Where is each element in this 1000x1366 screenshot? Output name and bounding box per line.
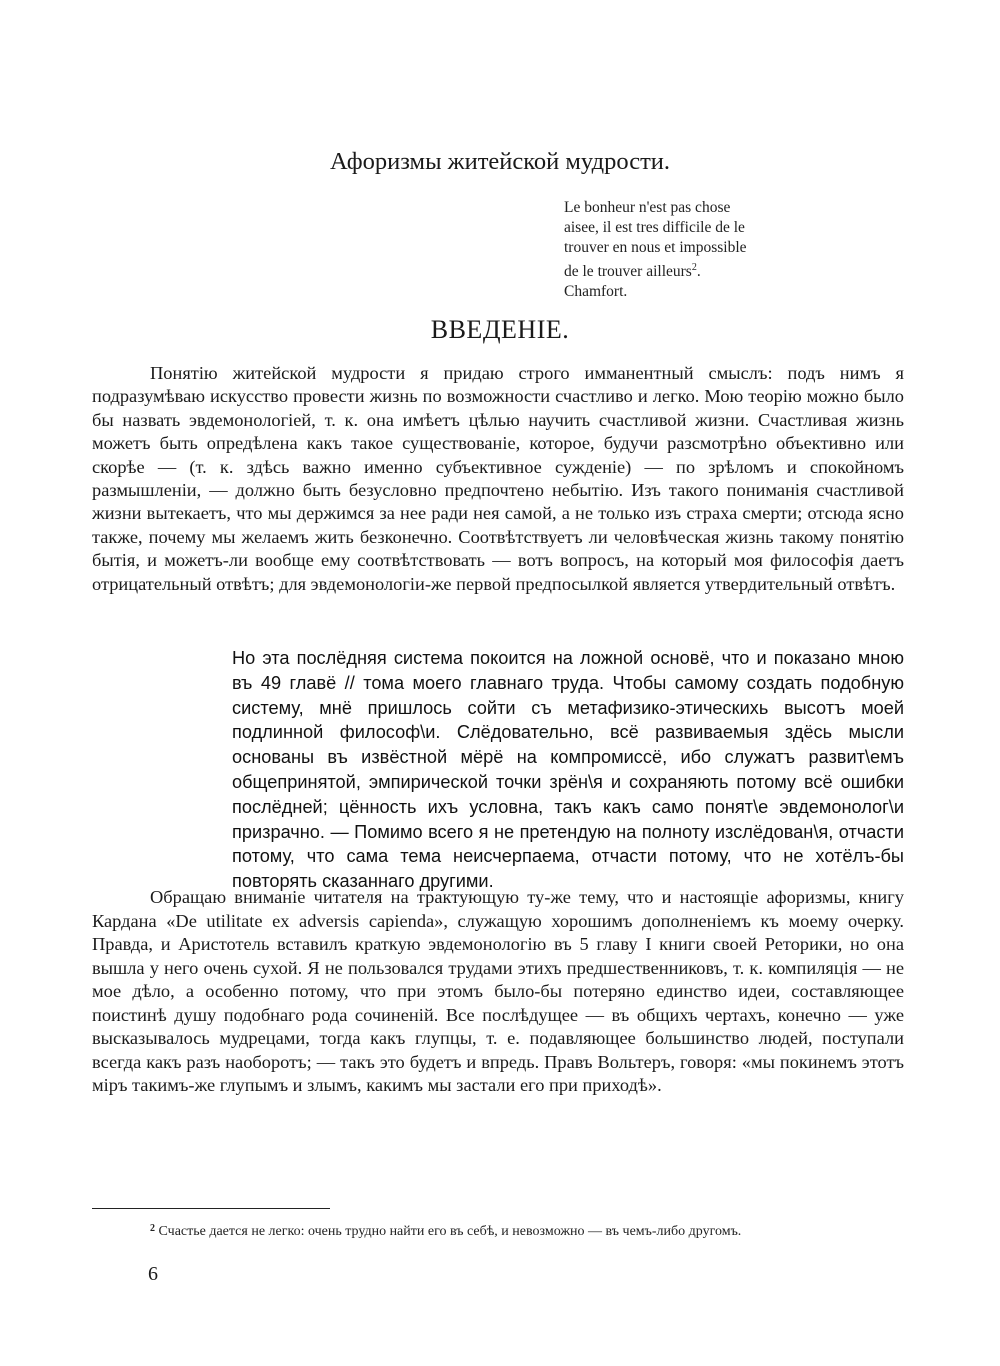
footnote-divider: [92, 1208, 330, 1209]
footnote-reference: 2: [691, 262, 697, 273]
intro-paragraph: Понятію житейской мудрости я придаю строго имманентный смыслъ: подъ нимъ я подразумѣваю искусство провести жизнь по возможности счастливо и легко. Мою теорію можно было бы назвать эвдемонологiей, т. к. она имѣетъ цѣлью научить счастливой жизни. Счастливая жизнь можетъ быть опредѣлена какъ такое существованіе, которое, будучи разсмотрѣно объективно или скорѣе — (т. к. здѣсь важно именно субъективное сужденіе) — по зрѣломъ и спокойномъ размышленіи, — должно быть безусловно предпочтено небытію. Изъ такого пониманія счастливой жизни вытекаетъ, что мы держимся за нее ради нея самой, а не только изъ страха смерти; отсюда ясно также, почему мы желаемъ жить безконечно. Соотвѣтствуетъ ли человѣческая жизнь такому понятію бытія, и можетъ-ли вообще ему соотвѣтствовать — вотъ вопросъ, на который моя философія даетъ отрицательный отвѣтъ; для эвдемонологіи-же первой предпосылкой является утвердительный отвѣтъ.: [92, 363, 904, 594]
epigraph: [564, 198, 804, 302]
indented-block: [232, 646, 904, 894]
indented-paragraph: Но эта послёдняя система покоится на ложной основё, что и показано мною въ 49 главё // тома моего главнаго труда. Чтобы самому создать подобную систему, мнё пришлось сойти съ метафизико-этическихь высотъ моей подлинной философ\и. Слёдовательно, всё развиваемыя здёсь мысли основаны въ извёстной мёрё на компромиссё, ибо служатъ развит\емъ общепринятой, эмпирической точки зрён\я и сохраняють потому всё ошибки послёдней; цённость ихъ условна, такъ какъ само понят\е эвдемонолог\и призрачно. — Помимо всего я не претендую на полноту изслёдован\я, отчасти потому, что сама тема неисчерпаема, отчасти потому, что не хотёлъ-бы повторять сказаннаго другими.: [232, 648, 904, 892]
footnote-marker: 2: [150, 1223, 155, 1234]
closing-text: [92, 886, 904, 1098]
epigraph-line-text: de le trouver ailleurs: [564, 263, 692, 281]
epigraph-line: trouver en nous et impossible: [564, 239, 747, 256]
footnote: [150, 1219, 910, 1242]
footnote-text: Счастье дается не легко: очень трудно найти его въ себѣ, и невозможно — въ чемъ-либо другомъ.: [158, 1224, 742, 1239]
epigraph-line: de le trouver ailleurs$^2$.: [564, 262, 701, 281]
chapter-title: Афоризмы житейской мудрости.: [329, 148, 671, 175]
intro-text: [92, 362, 904, 596]
page-number: 6: [148, 1263, 158, 1285]
closing-paragraph: Обращаю вниманіе читателя на трактующую ту-же тему, что и настоящіе афоризмы, книгу Кардана «De utilitate ex adversis capienda», служащую хорошимъ дополненіемъ къ моему очерку. Правда, и Аристотель вставилъ краткую эвдемонологію въ 5 главу I книги своей Реторики, но она вышла у него очень сухой. Я не пользовался трудами этихъ предшественниковъ, т. к. компиляція — не мое дѣло, а особенно потому, что при этомъ было-бы потеряно единство идеи, составляющее поистинѣ душу подобнаго рода сочиненій. Все послѣдущее — въ общихъ чертахъ, конечно — уже высказывалось мудрецами, тогда какъ глупцы, т. е. подавляющее большинство людей, поступали всегда какъ разъ наоборотъ; — такъ это будетъ и впредь. Правъ Вольтеръ, говоря: «мы покинемъ этотъ міръ такимъ-же глупымъ и злымъ, какимъ мы застали его при приходѣ».: [92, 887, 904, 1095]
epigraph-line: aisee, il est tres difficile de le: [564, 219, 745, 236]
section-heading: ВВЕДЕНІЕ.: [430, 315, 570, 344]
epigraph-line: Le bonheur n'est pas chose: [564, 199, 731, 216]
epigraph-author: Chamfort.: [564, 283, 628, 301]
